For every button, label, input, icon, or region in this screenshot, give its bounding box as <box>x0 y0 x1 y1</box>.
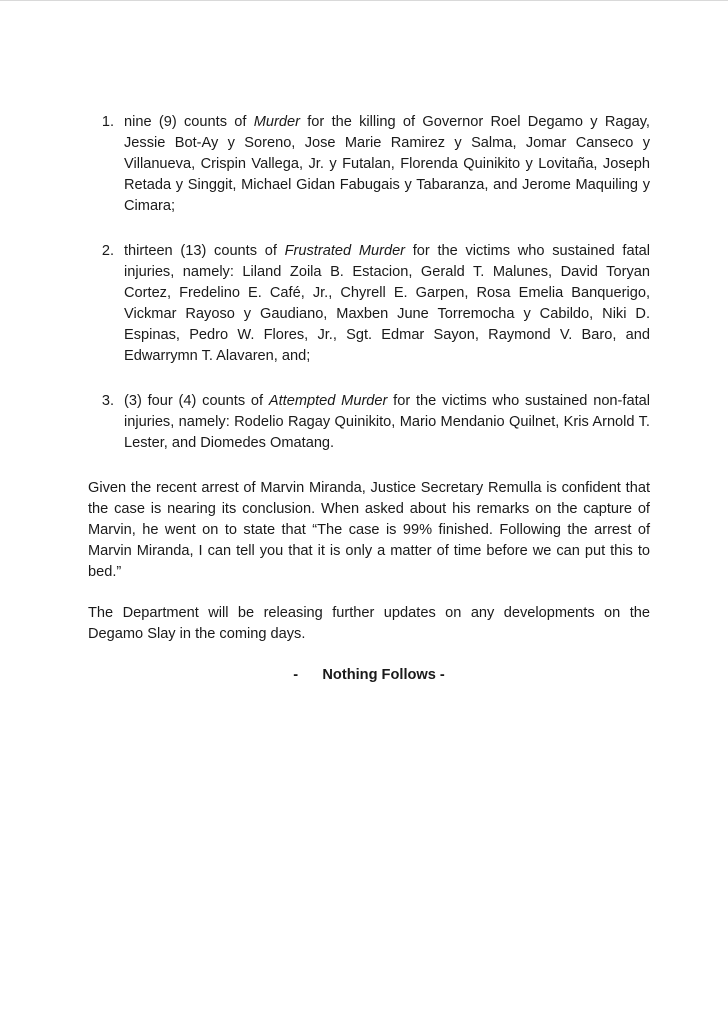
charges-list <box>88 112 650 454</box>
item-text-before: (3) four (4) counts of <box>124 393 269 409</box>
list-item <box>88 112 650 217</box>
item-text-after: for the victims who sustained fatal injuries, namely: Liland Zoila B. Estacion, Gerald T. Malunes, David Toryan Cortez, Fredelino E. Café, Jr., Chyrell E. Garpen, Rosa Emelia Banquerigo, Vickmar Rayoso y Gaudiano, Maxben June Torremocha y Cabildo, Niki D. Espinas, Pedro W. Flores, Jr., Sgt. Edmar Sayon, Raymond V. Baro, and Edwarrymn T. Alavaren, and; <box>124 243 650 364</box>
nothing-follows-marker: - Nothing Follows - <box>293 667 445 683</box>
top-border <box>0 0 728 1</box>
item-crime: Attempted Murder <box>268 393 388 409</box>
list-item-number: 3. <box>101 393 114 409</box>
paragraph-arrest-statement: Given the recent arrest of Marvin Miranda, Justice Secretary Remulla is confident that the case is nearing its conclusion. When asked about his remarks on the capture of Marvin, he went on to state that “The case is 99% finished. Following the arrest of Marvin Miranda, I can tell you that it is only a matter of time before we can put this to bed.” <box>88 480 650 580</box>
paragraph-updates: The Department will be releasing further updates on any developments on the Degamo Slay in the coming days. <box>88 605 650 642</box>
list-item-number: 2. <box>101 243 114 259</box>
list-item-text <box>124 112 650 217</box>
item-text-before: nine (9) counts of <box>124 114 254 130</box>
document-page <box>88 112 650 686</box>
list-item <box>88 241 650 367</box>
list-item-number: 1. <box>101 114 114 130</box>
item-text-after: for the victims who sustained non-fatal injuries, namely: Rodelio Ragay Quinikito, Mario Mendanio Quilnet, Kris Arnold T. Lester, and Diomedes Omatang. <box>124 393 650 451</box>
item-text-before: thirteen (13) counts of <box>124 243 285 259</box>
list-item-text <box>124 241 650 367</box>
list-item <box>88 391 650 454</box>
item-text-after: for the killing of Governor Roel Degamo y Ragay, Jessie Bot-Ay y Soreno, Jose Marie Ramirez y Salma, Jomar Canseco y Villanueva, Crispin Vallega, Jr. y Futalan, Florenda Quinikito y Lovitaña, Joseph Retada y Singgit, Michael Gidan Fabugais y Tabaranza, and Jerome Maquiling y Cimara; <box>124 114 650 214</box>
item-crime: Murder <box>253 114 300 130</box>
item-crime: Frustrated Murder <box>284 243 406 259</box>
list-item-text <box>124 391 650 454</box>
